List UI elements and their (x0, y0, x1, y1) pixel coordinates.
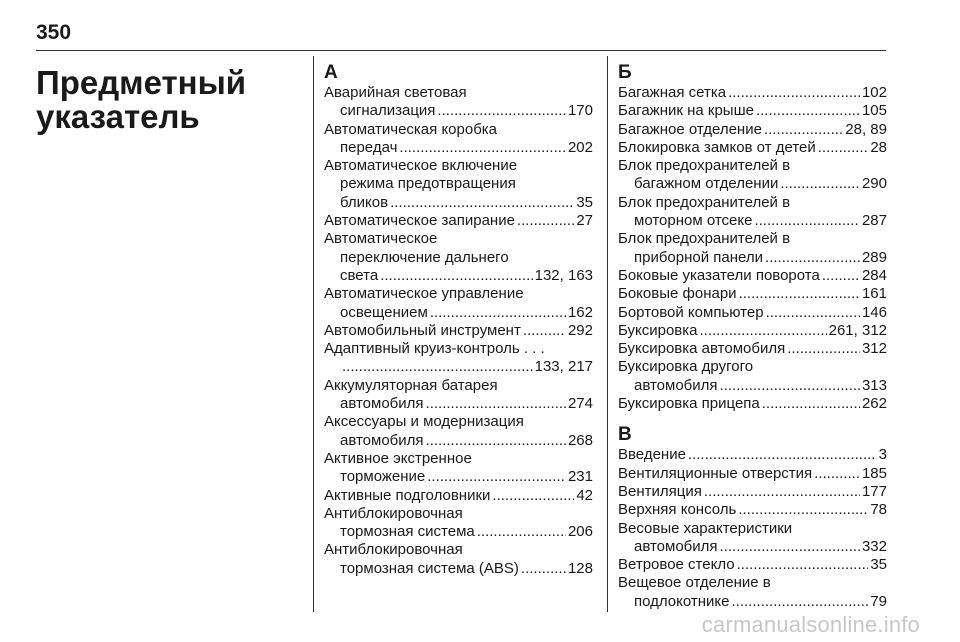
leader-dots (523, 322, 566, 340)
page-ref: 332 (861, 537, 887, 555)
entry-line (324, 432, 593, 450)
entry-line (324, 139, 593, 157)
index-entry (618, 84, 887, 102)
entry-subline: режима предотвращения (340, 175, 516, 193)
entry-line (618, 465, 887, 483)
index-entry (618, 267, 887, 285)
entry-line (618, 285, 887, 303)
index-entry (324, 322, 593, 340)
index-entry (618, 556, 887, 574)
entry-line (618, 139, 887, 157)
entry-text: Багажная сетка (618, 84, 727, 101)
entry-subline: переключение дальнего (340, 248, 509, 266)
entry-text: автомобиля (634, 376, 718, 394)
page-ref: 170 (567, 102, 593, 120)
leader-dots (426, 432, 566, 450)
page-ref: 313 (861, 376, 887, 394)
entry-heading: Автоматическое включение (324, 157, 518, 175)
page-ref: 28 (870, 138, 887, 156)
leader-dots (492, 487, 574, 505)
entry-text: тормозная система (ABS) (340, 559, 519, 577)
leader-dots (430, 304, 566, 322)
entry-text: света (340, 266, 379, 284)
index-entry (618, 446, 887, 464)
watermark: carmanualsonline.info (701, 612, 920, 637)
page-ref: 79 (870, 592, 887, 610)
page-ref: 206 (567, 523, 593, 541)
entry-heading: Автоматическое (324, 230, 438, 248)
entry-line (618, 556, 887, 574)
index-entry (618, 304, 887, 322)
entry-line (324, 102, 593, 120)
leader-dots (728, 84, 860, 102)
entry-line (618, 322, 887, 340)
leader-dots (477, 523, 566, 541)
entry-line (618, 212, 887, 230)
index-entry (324, 285, 593, 322)
leader-dots (390, 194, 574, 212)
index-entry (618, 574, 887, 611)
page-ref: 35 (576, 193, 593, 211)
leader-dots (720, 538, 860, 556)
page-ref: 262 (861, 395, 887, 413)
leader-dots (762, 395, 860, 413)
entry-text: подлокотнике (634, 592, 730, 610)
index-entry (324, 541, 593, 578)
index-entry (618, 121, 887, 139)
page-ref: 312 (861, 340, 887, 358)
entry-line (618, 267, 887, 285)
index-entry (618, 285, 887, 303)
entry-text: Автоматическое запирание (324, 212, 515, 230)
entry-line (618, 483, 887, 501)
page-ref: 132, 163 (534, 266, 593, 284)
leader-dots (764, 121, 843, 139)
column-divider-2 (607, 56, 608, 612)
index-entry (618, 139, 887, 157)
index-column-1 (324, 61, 593, 578)
entry-heading: Блок предохранителей в (618, 230, 791, 248)
entry-line (618, 593, 887, 611)
section-letter: Б (618, 62, 632, 83)
page-ref: 289 (861, 248, 887, 266)
leader-dots (427, 468, 566, 486)
entry-line (618, 446, 887, 464)
entry-heading: Аксессуары и модернизация (324, 413, 524, 431)
entry-heading: Активное экстренное (324, 449, 472, 467)
leader-dots (818, 139, 869, 157)
index-entry (324, 450, 593, 487)
entry-text: освещением (340, 303, 428, 321)
page-ref: 162 (567, 303, 593, 321)
entry-text: торможение (340, 468, 426, 486)
entry-line (324, 358, 593, 376)
entry-text: Боковые указатели поворота (618, 266, 820, 284)
leader-dots (688, 446, 877, 464)
index-entry (618, 102, 887, 120)
page-ref: 27 (576, 212, 593, 230)
leader-dots (787, 340, 860, 358)
entry-heading: Буксировка другого (618, 358, 754, 376)
entry-line (618, 175, 887, 193)
leader-dots (399, 139, 566, 157)
entry-line (324, 560, 593, 578)
entry-text: Буксировка (618, 321, 698, 339)
entry-text: Ветровое стекло (618, 556, 735, 574)
page-ref: 28, 89 (845, 120, 887, 138)
entry-text: Активные подголовники (324, 486, 491, 504)
leader-dots (766, 304, 860, 322)
leader-dots (822, 267, 860, 285)
entry-text: автомобиля (340, 395, 424, 413)
leader-dots (342, 358, 533, 376)
index-entry (324, 413, 593, 450)
index-entry (618, 340, 887, 358)
leader-dots (380, 267, 532, 285)
entry-text: автомобиля (340, 431, 424, 449)
entry-line (618, 395, 887, 413)
entry-text: тормозная система (340, 523, 475, 541)
index-section (618, 61, 887, 413)
entry-line (324, 487, 593, 505)
index-entry (324, 84, 593, 121)
index-entry (324, 487, 593, 505)
entry-heading: Весовые характеристики (618, 519, 793, 537)
leader-dots (704, 483, 860, 501)
index-entry (324, 377, 593, 414)
entry-line (324, 322, 593, 340)
entry-heading: Аккумуляторная батарея (324, 376, 498, 394)
leader-dots (754, 212, 860, 230)
page-ref: 292 (567, 321, 593, 339)
entry-line (618, 340, 887, 358)
page-ref: 128 (567, 559, 593, 577)
index-entry (618, 483, 887, 501)
index-column-2 (618, 61, 887, 611)
leader-dots (426, 395, 566, 413)
entry-line (324, 267, 593, 285)
page-ref: 185 (861, 464, 887, 482)
index-entry (618, 501, 887, 519)
section-letter: В (618, 424, 632, 446)
section-letter: А (324, 62, 338, 83)
entry-text: Вентиляционные отверстия (618, 464, 813, 482)
entry-heading: Автоматическое управление (324, 285, 524, 303)
page-title (36, 66, 246, 134)
leader-dots (765, 249, 860, 267)
leader-dots (517, 212, 574, 230)
page-ref: 161 (861, 285, 887, 303)
entry-text: Багажное отделение (618, 120, 762, 138)
entry-heading: Антиблокировочная (324, 541, 463, 559)
entry-line (324, 395, 593, 413)
leader-dots (738, 501, 868, 519)
entry-text: приборной панели (634, 248, 764, 266)
entry-text: Введение (618, 446, 686, 464)
entry-text: Боковые фонари (618, 285, 737, 303)
entry-line (618, 121, 887, 139)
entry-text: Буксировка автомобиля (618, 340, 786, 358)
entry-text: Автомобильный инструмент (324, 321, 521, 339)
page-ref: 3 (878, 446, 887, 464)
page-ref: 202 (567, 138, 593, 156)
entry-line (324, 468, 593, 486)
entry-text: Блокировка замков от детей (618, 138, 816, 156)
page-ref: 231 (567, 468, 593, 486)
index-entry (618, 194, 887, 231)
index-entry (324, 212, 593, 230)
index-entry (324, 157, 593, 212)
leader-dots (700, 322, 827, 340)
page-ref: 105 (861, 102, 887, 120)
index-entry (618, 358, 887, 395)
leader-dots (739, 285, 860, 303)
entry-text: сигнализация (340, 102, 436, 120)
entry-line (618, 102, 887, 120)
page-ref: 284 (861, 266, 887, 284)
entry-heading: Автоматическая коробка (324, 120, 498, 138)
index-entry (618, 520, 887, 557)
leader-dots (814, 465, 860, 483)
entry-line (618, 538, 887, 556)
entry-text: моторном отсеке (634, 212, 753, 230)
index-section (324, 61, 593, 578)
leader-dots (756, 102, 860, 120)
page-ref: 177 (861, 482, 887, 500)
index-entry (324, 230, 593, 285)
entry-text: автомобиля (634, 537, 718, 555)
index-entry (618, 395, 887, 413)
entry-heading: Блок предохранителей в (618, 157, 791, 175)
entry-line (618, 249, 887, 267)
entry-line (618, 304, 887, 322)
entry-line (324, 523, 593, 541)
page-ref: 133, 217 (534, 358, 593, 376)
index-entry (324, 340, 593, 377)
index-entry (324, 505, 593, 542)
entry-text: Багажник на крыше (618, 102, 754, 120)
column-divider-1 (313, 56, 314, 612)
index-entry (618, 322, 887, 340)
page-ref: 287 (861, 212, 887, 230)
page-ref: 146 (861, 303, 887, 321)
page-ref: 35 (870, 556, 887, 574)
entry-heading: Аварийная световая (324, 84, 467, 101)
entry-heading: Блок предохранителей в (618, 193, 791, 211)
index-section (618, 423, 887, 611)
entry-line (618, 501, 887, 519)
leader-dots (437, 102, 566, 120)
page-title-line-1: Предметный (36, 64, 247, 101)
leader-dots (737, 556, 869, 574)
page-ref: 290 (861, 175, 887, 193)
entry-text: Буксировка прицепа (618, 395, 760, 413)
entry-heading: Антиблокировочная (324, 504, 463, 522)
page-ref: 102 (861, 84, 887, 101)
entry-text: Верхняя консоль (618, 501, 737, 519)
page-ref: 42 (576, 486, 593, 504)
index-entry (618, 230, 887, 267)
page-number: 350 (36, 21, 72, 44)
entry-text: багажном отделении (634, 175, 779, 193)
entry-line (324, 212, 593, 230)
entry-text: бликов (340, 193, 389, 211)
page-ref: 268 (567, 431, 593, 449)
page-title-line-2: указатель (36, 98, 200, 135)
index-entry (618, 465, 887, 483)
entry-line (618, 84, 887, 102)
leader-dots (720, 377, 860, 395)
entry-line (324, 304, 593, 322)
index-entry (618, 157, 887, 194)
entry-heading: Адаптивный круиз-контроль . . . (324, 340, 545, 358)
leader-dots (780, 175, 860, 193)
page-ref: 274 (567, 395, 593, 413)
page-ref: 78 (870, 501, 887, 519)
leader-dots (521, 560, 566, 578)
page-ref: 261, 312 (828, 321, 887, 339)
entry-heading: Вещевое отделение в (618, 574, 771, 592)
entry-line (618, 377, 887, 395)
entry-text: Вентиляция (618, 482, 702, 500)
entry-text: передач (340, 138, 398, 156)
leader-dots (732, 593, 869, 611)
entry-line (324, 194, 593, 212)
entry-text: Бортовой компьютер (618, 303, 764, 321)
header-rule (36, 50, 886, 51)
index-entry (324, 121, 593, 158)
